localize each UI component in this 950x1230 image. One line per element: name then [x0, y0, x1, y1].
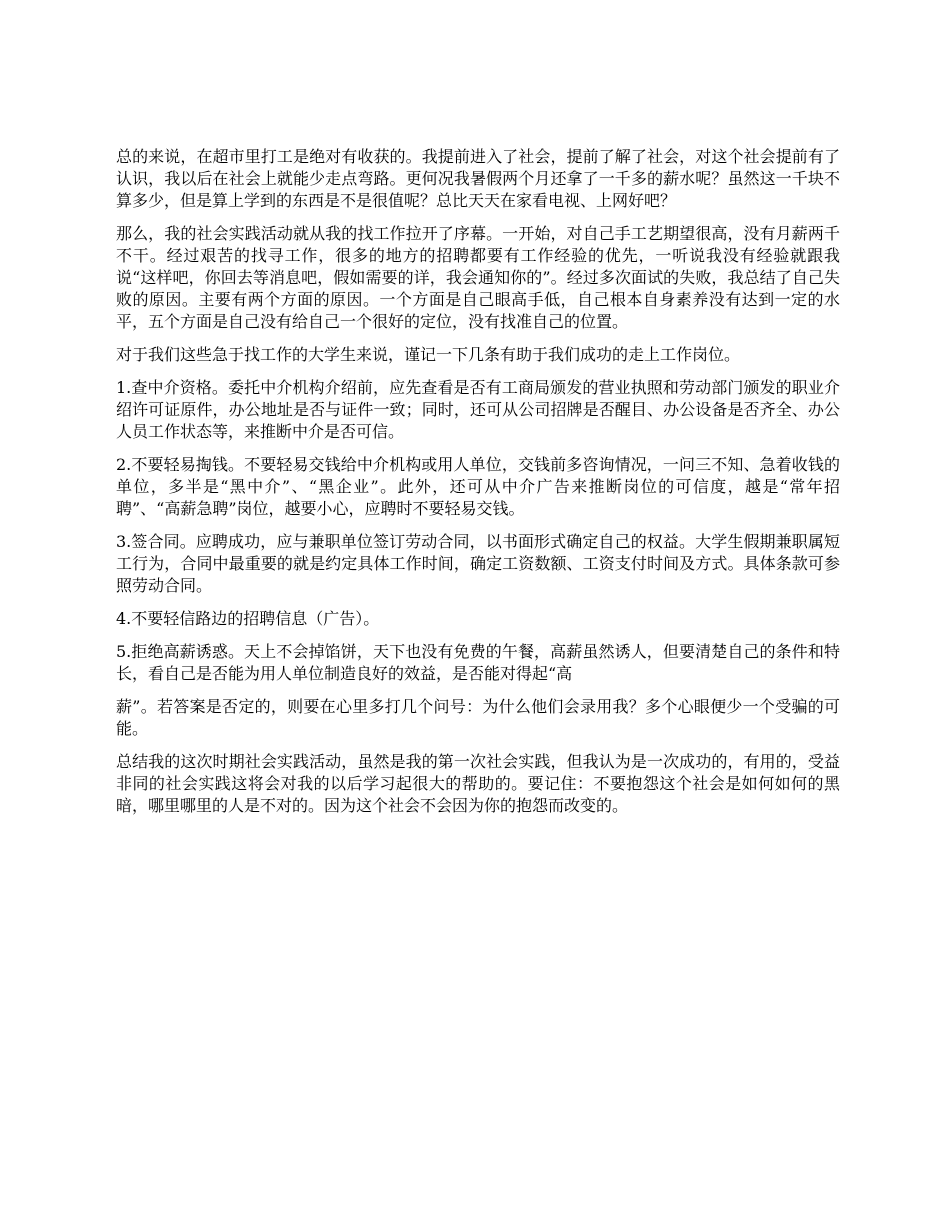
paragraph-tip-5: 5.拒绝高薪诱惑。天上不会掉馅饼，天下也没有免费的午餐，高薪虽然诱人，但要清楚自己的条件和特长，看自己是否能为用人单位制造良好的效益，是否能对得起“高 — [116, 642, 840, 683]
document-body — [116, 146, 840, 828]
paragraph-tip-2: 2.不要轻易掏钱。不要轻易交钱给中介机构或用人单位，交钱前多咨询情况，一问三不知、急着收钱的单位，多半是“黑中介”、“黑企业”。此外，还可从中介广告来推断岗位的可信度，越是“常年招聘”、“高薪急聘”岗位，越要小心，应聘时不要轻易交钱。 — [116, 455, 840, 518]
paragraph-tip-5-continued: 薪”。若答案是否定的，则要在心里多打几个问号：为什么他们会录用我？多个心眼便少一个受骗的可能。 — [116, 697, 840, 738]
paragraph-tip-4: 4.不要轻信路边的招聘信息（广告）。 — [116, 609, 380, 628]
paragraph-tip-3: 3.签合同。应聘成功，应与兼职单位签订劳动合同，以书面形式确定自己的权益。大学生假期兼职属短工行为，合同中最重要的就是约定具体工作时间，确定工资数额、工资支付时间及方式。具体条款可参照劳动合同。 — [116, 532, 840, 595]
paragraph-job-search: 那么，我的社会实践活动就从我的找工作拉开了序幕。一开始，对自己手工艺期望很高，没有月薪两千不干。经过艰苦的找寻工作，很多的地方的招聘都要有工作经验的优先，一听说我没有经验就跟我说“这样吧，你回去等消息吧，假如需要的详，我会通知你的”。经过多次面试的失败，我总结了自己失败的原因。主要有两个方面的原因。一个方面是自己眼高手低，自己根本自身素养没有达到一定的水平，五个方面是自己没有给自己一个很好的定位，没有找准自己的位置。 — [116, 224, 840, 331]
paragraph-conclusion: 总结我的这次时期社会实践活动，虽然是我的第一次社会实践，但我认为是一次成功的，有用的，受益非同的社会实践这将会对我的以后学习起很大的帮助的。要记住：不要抱怨这个社会是如何如何的黑暗，哪里哪里的人是不对的。因为这个社会不会因为你的抱怨而改变的。 — [116, 752, 840, 815]
paragraph-tips-intro: 对于我们这些急于找工作的大学生来说，谨记一下几条有助于我们成功的走上工作岗位。 — [116, 345, 741, 364]
paragraph-summary-intro: 总的来说，在超市里打工是绝对有收获的。我提前进入了社会，提前了解了社会，对这个社会提前有了认识，我以后在社会上就能少走点弯路。更何况我暑假两个月还拿了一千多的薪水呢？虽然这一千块不算多少，但是算上学到的东西是不是很值呢？总比天天在家看电视、上网好吧？ — [116, 147, 840, 210]
paragraph-tip-1: 1.查中介资格。委托中介机构介绍前，应先查看是否有工商局颁发的营业执照和劳动部门颁发的职业介绍许可证原件，办公地址是否与证件一致；同时，还可从公司招牌是否醒目、办公设备是否齐全、办公人员工作状态等，来推断中介是否可信。 — [116, 378, 840, 441]
